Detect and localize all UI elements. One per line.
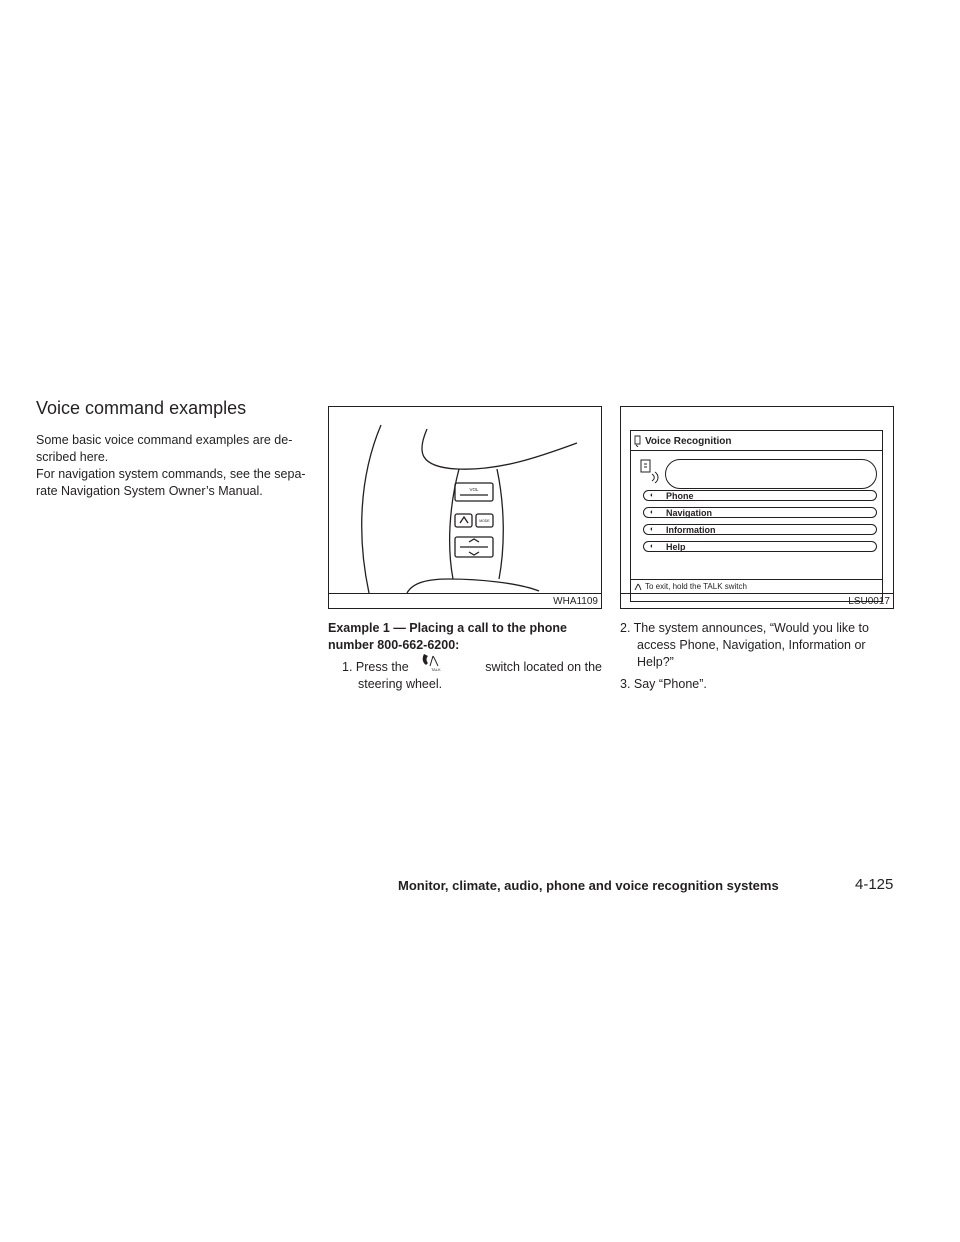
mode-label: MODE bbox=[479, 519, 490, 523]
step1-text-c: steering wheel. bbox=[358, 677, 443, 691]
step2-line2: access Phone, Navigation, Information or bbox=[637, 638, 866, 652]
figure-id-label: LSU0017 bbox=[848, 596, 890, 607]
screen-footer-divider bbox=[631, 579, 882, 580]
voice-command-icon: ◐ bbox=[650, 509, 655, 516]
section-heading: Voice command examples bbox=[36, 398, 247, 418]
voice-recognition-icon bbox=[633, 435, 643, 447]
speaking-head-icon bbox=[637, 458, 661, 484]
screen-title-divider bbox=[631, 450, 882, 451]
talk-phone-switch-icon bbox=[420, 652, 442, 672]
chapter-footer-title: Monitor, climate, audio, phone and voice recognition systems bbox=[398, 878, 779, 893]
menu-item-help[interactable]: ◐ Help bbox=[643, 541, 877, 552]
navigation-note-paragraph: For navigation system commands, see the sepa- rate Navigation System Owner’s Manual. bbox=[36, 467, 306, 498]
steering-wheel-figure bbox=[328, 406, 602, 609]
example-title-line1: Example 1 — Placing a call to the phone bbox=[328, 621, 567, 635]
intro-paragraph: Some basic voice command examples are de- scribed here. bbox=[36, 433, 293, 464]
step3-text: 3. Say “Phone”. bbox=[620, 677, 707, 691]
menu-item-information[interactable]: ◐ Information bbox=[643, 524, 877, 535]
voice-command-icon: ◐ bbox=[650, 492, 655, 499]
step2-line1: 2. The system announces, “Would you like to bbox=[620, 621, 869, 635]
voice-command-icon: ◐ bbox=[650, 526, 655, 533]
example-title-line2: number 800-662-6200: bbox=[328, 638, 460, 652]
steering-wheel-switch-illustration bbox=[329, 407, 600, 593]
voice-recognition-screen bbox=[630, 430, 883, 602]
screen-footer-text: To exit, hold the TALK switch bbox=[645, 582, 747, 591]
step1-text-b: switch located on the bbox=[485, 660, 602, 674]
menu-item-phone[interactable]: ◐ Phone bbox=[643, 490, 877, 501]
screen-title: Voice Recognition bbox=[645, 436, 732, 447]
step2-line3: Help?” bbox=[637, 655, 674, 669]
step1-text-a: 1. Press the bbox=[342, 660, 409, 674]
vol-label: VOL bbox=[469, 487, 479, 492]
talk-switch-icon bbox=[633, 582, 643, 592]
menu-item-navigation[interactable]: ◐ Navigation bbox=[643, 507, 877, 518]
figure-id-label: WHA1109 bbox=[553, 596, 598, 607]
page-number: 4-125 bbox=[855, 876, 894, 893]
speech-balloon bbox=[665, 459, 877, 489]
voice-recognition-figure bbox=[620, 406, 894, 609]
voice-command-icon: ◐ bbox=[650, 543, 655, 550]
svg-text:TALK: TALK bbox=[431, 667, 441, 672]
